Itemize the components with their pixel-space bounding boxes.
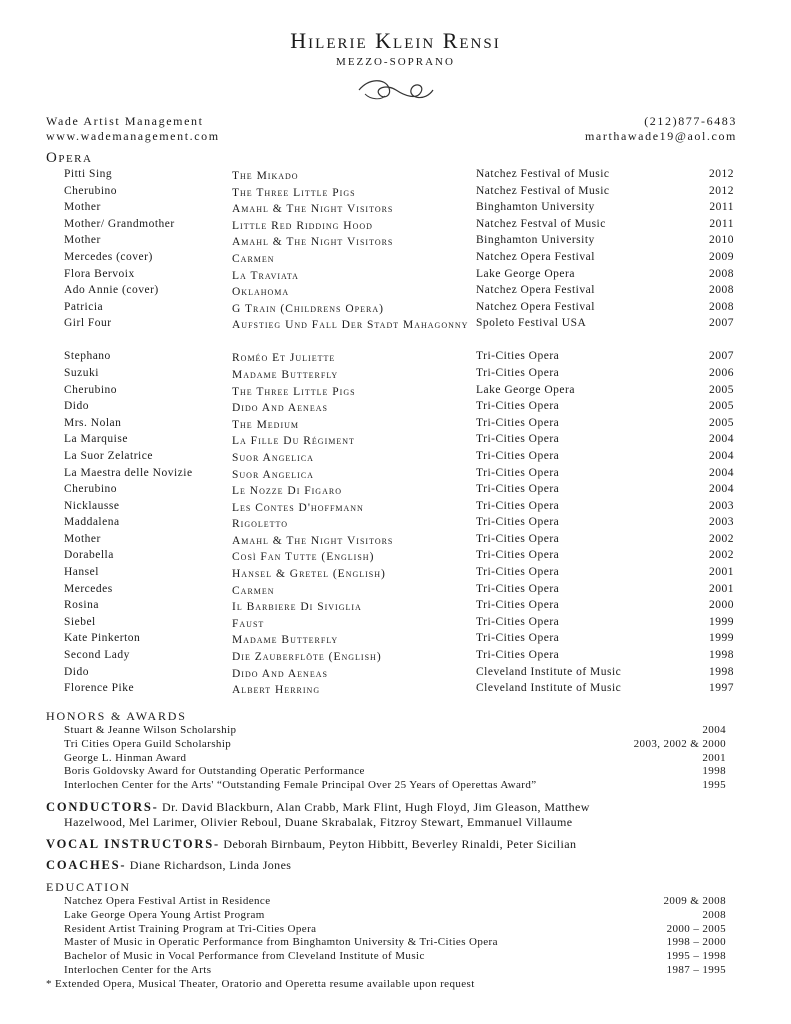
opera-title: La Traviata: [232, 269, 299, 282]
opera-title: Così Fan Tutte (English): [232, 551, 375, 564]
opera-role: Cherubino: [64, 184, 118, 197]
opera-year: 2009: [709, 250, 734, 263]
opera-company: Tri-Cities Opera: [476, 532, 560, 545]
opera-role: Second Lady: [64, 649, 130, 662]
opera-year: 1999: [709, 632, 734, 645]
honor-text: Boris Goldovsky Award for Outstanding Operatic Performance: [64, 765, 365, 778]
opera-role: Mother: [64, 532, 101, 545]
opera-row: [64, 218, 734, 235]
opera-year: 1998: [709, 665, 734, 678]
opera-company: Spoleto Festival USA: [476, 317, 587, 330]
opera-company: Natchez Festval of Music: [476, 217, 606, 230]
honor-year: 2001: [702, 751, 726, 764]
opera-year: 2008: [709, 300, 734, 313]
opera-title: Amahl & The Night Visitors: [232, 534, 394, 547]
opera-row: [64, 350, 734, 367]
opera-year: 2004: [709, 449, 734, 462]
education-text: Bachelor of Music in Vocal Performance from Cleveland Institute of Music: [64, 950, 425, 963]
opera-title: Les Contes D'hoffmann: [232, 501, 364, 514]
website-link[interactable]: www.wademanagement.com: [46, 129, 220, 143]
opera-role: Suzuki: [64, 366, 99, 379]
opera-title: Die Zauberflöte (English): [232, 651, 382, 664]
education-item: [64, 964, 726, 978]
opera-company: Tri-Cities Opera: [476, 599, 560, 612]
opera-company: Cleveland Institute of Music: [476, 682, 622, 695]
opera-role: La Marquise: [64, 433, 128, 446]
opera-year: 2005: [709, 383, 734, 396]
honor-text: Stuart & Jeanne Wilson Scholarship: [64, 724, 237, 736]
opera-title: Amahl & The Night Visitors: [232, 236, 394, 249]
coaches-section: [46, 858, 746, 873]
education-item: [64, 936, 726, 950]
opera-company: Tri-Cities Opera: [476, 350, 560, 363]
opera-year: 2010: [709, 234, 734, 247]
opera-row: [64, 483, 734, 500]
opera-company: Tri-Cities Opera: [476, 449, 560, 462]
opera-company: Lake George Opera: [476, 267, 575, 280]
opera-role: Maddalena: [64, 516, 120, 529]
opera-title: The Three Little Pigs: [232, 385, 356, 398]
opera-title: Madame Butterfly: [232, 634, 339, 647]
education-item: [64, 923, 726, 937]
opera-role: Cherubino: [64, 483, 118, 496]
opera-company: Cleveland Institute of Music: [476, 665, 622, 678]
opera-row: [64, 516, 734, 533]
opera-title: Amahl & The Night Visitors: [232, 203, 394, 216]
opera-row: [64, 566, 734, 583]
opera-title: Aufstieg Und Fall Der Stadt Mahagonny: [232, 319, 469, 332]
opera-row: [64, 234, 734, 251]
opera-row: [64, 467, 734, 484]
opera-title: Faust: [232, 617, 265, 630]
opera-role: Kate Pinkerton: [64, 632, 141, 645]
opera-title: Carmen: [232, 252, 275, 265]
opera-role: Mrs. Nolan: [64, 416, 122, 429]
opera-title: Roméo Et Juliette: [232, 352, 336, 365]
opera-year: 2008: [709, 267, 734, 280]
opera-row: [64, 500, 734, 517]
opera-year: 2007: [709, 350, 734, 363]
opera-role: Mother/ Grandmother: [64, 217, 175, 230]
opera-row: [64, 384, 734, 401]
opera-role: Flora Bervoix: [64, 267, 135, 280]
opera-title: Oklahoma: [232, 286, 290, 299]
opera-role: Pitti Sing: [64, 168, 113, 180]
opera-title: Madame Butterfly: [232, 368, 339, 381]
vocal-instructors-section: [46, 837, 746, 852]
opera-title: Il Barbiere Di Siviglia: [232, 601, 362, 614]
opera-company: Tri-Cities Opera: [476, 466, 560, 479]
opera-role: Mercedes: [64, 582, 113, 595]
opera-row: [64, 666, 734, 683]
opera-row: [64, 549, 734, 566]
vocal-instructors-names: Deborah Birnbaum, Peyton Hibbitt, Beverley Rinaldi, Peter Sicilian: [223, 837, 577, 851]
education-year: 1998 – 2000: [666, 936, 726, 949]
opera-role: Dido: [64, 665, 89, 678]
opera-company: Tri-Cities Opera: [476, 366, 560, 379]
opera-role: La Suor Zelatrice: [64, 449, 153, 462]
opera-row: [64, 185, 734, 202]
management-name: Wade Artist Management: [46, 114, 204, 128]
conductors-line-1: Dr. David Blackburn, Alan Crabb, Mark Flint, Hugh Floyd, Jim Gleason, Matthew: [162, 800, 590, 814]
phone-number: (212)877-6483: [644, 114, 737, 128]
honor-item: [64, 752, 726, 766]
opera-row: [64, 450, 734, 467]
education-list: [64, 895, 726, 978]
vocal-instructors-label: VOCAL INSTRUCTORS-: [46, 837, 220, 851]
education-year: 2009 & 2008: [663, 895, 726, 907]
opera-row: [64, 367, 734, 384]
opera-row: [64, 616, 734, 633]
opera-role: Patricia: [64, 300, 104, 313]
opera-year: 2011: [709, 217, 734, 230]
opera-role: Rosina: [64, 599, 99, 612]
honor-text: George L. Hinman Award: [64, 751, 187, 764]
opera-company: Tri-Cities Opera: [476, 615, 560, 628]
opera-role: Mercedes (cover): [64, 250, 153, 263]
opera-row: [64, 583, 734, 600]
opera-role: Siebel: [64, 615, 96, 628]
opera-year: 2012: [709, 184, 734, 197]
opera-year: 2012: [709, 168, 734, 180]
opera-company: Natchez Festival of Music: [476, 184, 610, 197]
opera-row: [64, 599, 734, 616]
honor-item: [64, 765, 726, 779]
opera-year: 1999: [709, 615, 734, 628]
opera-year: 2001: [709, 566, 734, 579]
opera-row: [64, 433, 734, 450]
honors-list: [64, 724, 726, 793]
honor-item: [64, 738, 726, 752]
honor-year: 2004: [702, 724, 726, 736]
opera-role: Florence Pike: [64, 682, 135, 695]
opera-role: La Maestra delle Novizie: [64, 466, 193, 479]
opera-year: 2002: [709, 532, 734, 545]
coaches-names: Diane Richardson, Linda Jones: [129, 858, 292, 872]
education-text: Interlochen Center for the Arts: [64, 963, 212, 976]
opera-row: [64, 317, 734, 350]
opera-company: Binghamton University: [476, 234, 595, 247]
opera-title: Little Red Ridding Hood: [232, 219, 373, 232]
flourish-ornament-icon: [355, 76, 437, 104]
opera-role: Mother: [64, 201, 101, 214]
footnote: * Extended Opera, Musical Theater, Oratorio and Operetta resume available upon request: [46, 978, 475, 990]
opera-row: [64, 284, 734, 301]
opera-row: [64, 400, 734, 417]
opera-title: The Medium: [232, 418, 300, 431]
opera-row: [64, 533, 734, 550]
opera-title: Le Nozze Di Figaro: [232, 485, 342, 498]
opera-row: [64, 201, 734, 218]
opera-year: 2003: [709, 499, 734, 512]
opera-year: 2007: [709, 317, 734, 330]
opera-year: 2002: [709, 549, 734, 562]
opera-title: Carmen: [232, 584, 275, 597]
opera-role: Nicklausse: [64, 499, 120, 512]
honor-item: [64, 779, 726, 793]
opera-role: Dorabella: [64, 549, 114, 562]
opera-company: Tri-Cities Opera: [476, 632, 560, 645]
opera-year: 2004: [709, 483, 734, 496]
artist-name: Hilerie Klein Rensi: [290, 28, 501, 53]
honors-heading: HONORS & AWARDS: [46, 709, 187, 723]
opera-year: 2011: [709, 201, 734, 214]
education-item: [64, 895, 726, 909]
education-text: Natchez Opera Festival Artist in Residence: [64, 895, 271, 907]
opera-company: Tri-Cities Opera: [476, 582, 560, 595]
opera-row: [64, 268, 734, 285]
opera-company: Natchez Opera Festival: [476, 300, 595, 313]
opera-heading: Opera: [46, 150, 93, 166]
education-item: [64, 950, 726, 964]
opera-role: Hansel: [64, 566, 99, 579]
opera-role: Mother: [64, 234, 101, 247]
opera-row: [64, 417, 734, 434]
opera-company: Binghamton University: [476, 201, 595, 214]
opera-title: Suor Angelica: [232, 451, 314, 464]
email-link[interactable]: marthawade19@aol.com: [584, 129, 737, 143]
education-year: 1987 – 1995: [666, 963, 726, 976]
opera-title: The Mikado: [232, 170, 299, 182]
opera-title: Hansel & Gretel (English): [232, 568, 386, 581]
opera-company: Tri-Cities Opera: [476, 649, 560, 662]
opera-title: The Three Little Pigs: [232, 186, 356, 199]
education-text: Resident Artist Training Program at Tri-Cities Opera: [64, 922, 317, 935]
opera-company: Natchez Festival of Music: [476, 168, 610, 180]
opera-company: Tri-Cities Opera: [476, 416, 560, 429]
education-year: 1995 – 1998: [666, 950, 726, 963]
opera-title: Dido And Aeneas: [232, 667, 328, 680]
opera-year: 2008: [709, 284, 734, 297]
conductors-section: [46, 800, 746, 830]
opera-company: Tri-Cities Opera: [476, 549, 560, 562]
opera-year: 2006: [709, 366, 734, 379]
opera-company: Tri-Cities Opera: [476, 483, 560, 496]
coaches-label: COACHES-: [46, 858, 127, 872]
education-year: 2008: [702, 908, 726, 921]
opera-title: Rigoletto: [232, 518, 289, 531]
opera-row: [64, 682, 734, 699]
opera-role: Ado Annie (cover): [64, 284, 159, 297]
opera-company: Natchez Opera Festival: [476, 250, 595, 263]
opera-company: Tri-Cities Opera: [476, 433, 560, 446]
education-heading: EDUCATION: [46, 880, 131, 894]
honor-year: 1998: [702, 765, 726, 778]
opera-row: [64, 168, 734, 185]
opera-title: Suor Angelica: [232, 468, 314, 481]
opera-company: Tri-Cities Opera: [476, 566, 560, 579]
opera-company: Tri-Cities Opera: [476, 400, 560, 413]
opera-title: La Fille Du Régiment: [232, 435, 355, 448]
opera-year: 2004: [709, 433, 734, 446]
opera-row: [64, 301, 734, 318]
opera-year: 2000: [709, 599, 734, 612]
honor-year: 1995: [702, 779, 726, 792]
opera-year: 1997: [709, 682, 734, 695]
opera-year: 1998: [709, 649, 734, 662]
opera-roles-table: [64, 168, 734, 699]
conductors-line-2: Hazelwood, Mel Larimer, Olivier Reboul, Duane Skrabalak, Fitzroy Stewart, Emmanuel Villaume: [64, 815, 573, 829]
opera-company: Lake George Opera: [476, 383, 575, 396]
opera-row: [64, 251, 734, 268]
opera-year: 2005: [709, 400, 734, 413]
opera-company: Tri-Cities Opera: [476, 499, 560, 512]
honor-year: 2003, 2002 & 2000: [633, 737, 726, 750]
education-text: Lake George Opera Young Artist Program: [64, 908, 265, 921]
opera-year: 2003: [709, 516, 734, 529]
opera-company: Tri-Cities Opera: [476, 516, 560, 529]
opera-role: Cherubino: [64, 383, 118, 396]
honor-item: [64, 724, 726, 738]
education-year: 2000 – 2005: [666, 922, 726, 935]
opera-role: Stephano: [64, 350, 111, 363]
opera-role: Dido: [64, 400, 89, 413]
education-text: Master of Music in Operatic Performance from Binghamton University & Tri-Cities Opera: [64, 936, 498, 949]
opera-company: Natchez Opera Festival: [476, 284, 595, 297]
opera-year: 2004: [709, 466, 734, 479]
education-item: [64, 909, 726, 923]
honor-text: Interlochen Center for the Arts' “Outstanding Female Principal Over 25 Years of Operettas Award”: [64, 779, 537, 792]
opera-row: [64, 649, 734, 666]
opera-year: 2005: [709, 416, 734, 429]
opera-title: Albert Herring: [232, 684, 321, 697]
opera-year: 2001: [709, 582, 734, 595]
honor-text: Tri Cities Opera Guild Scholarship: [64, 737, 232, 750]
opera-role: Girl Four: [64, 317, 112, 330]
opera-title: G Train (Childrens Opera): [232, 302, 384, 315]
conductors-label: CONDUCTORS-: [46, 800, 159, 814]
opera-row: [64, 632, 734, 649]
opera-title: Dido And Aeneas: [232, 402, 328, 415]
voice-type: MEZZO-SOPRANO: [336, 56, 455, 68]
